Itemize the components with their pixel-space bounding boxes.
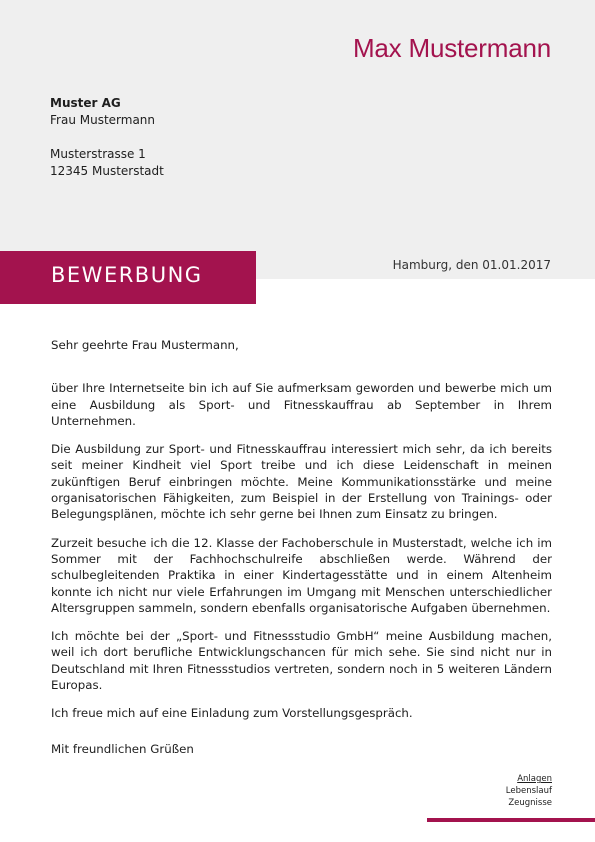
letter-body	[51, 337, 552, 769]
body-paragraph: über Ihre Internetseite bin ich auf Sie aufmerksam geworden und bewerbe mich um eine Ausbildung als Sport- und Fitnesskauffrau ab September in Ihrem Unternehmen.	[51, 381, 552, 428]
document-title: BEWERBUNG	[51, 263, 203, 287]
attachments-title: Anlagen	[517, 774, 552, 784]
recipient-address	[50, 95, 164, 180]
body-paragraph: Ich möchte bei der „Sport- und Fitnessstudio GmbH“ meine Ausbildung machen, weil ich dort berufliche Entwicklungschancen für mich sehe. Sie sind nicht nur in Deutschland mit Ihren Fitnessstudios vertreten, sondern noch in 5 weiteren Ländern Europas.	[51, 629, 552, 693]
body-paragraph: Zurzeit besuche ich die 12. Klasse der Fachoberschule in Musterstadt, welche ich im Sommer mit der Fachhochschulreife abschließen werde. Während der schulbegleitenden Praktika in einer Kindertagesstätte und in einem Altenheim konnte ich nicht nur viele Erfahrungen im Umgang mit Menschen unterschiedlicher Altersgruppen sammeln, sondern ebenfalls organisatorische Aufgaben übernehmen.	[51, 535, 552, 615]
attachment-item: Zeugnisse	[508, 798, 552, 808]
attachments-list	[506, 773, 552, 809]
attachment-item: Lebenslauf	[505, 786, 552, 796]
date-line: Hamburg, den 01.01.2017	[392, 258, 551, 272]
recipient-street: Musterstrasse 1	[50, 147, 146, 161]
recipient-city: 12345 Musterstadt	[50, 164, 164, 178]
address-spacer	[50, 129, 164, 146]
salutation: Sehr geehrte Frau Mustermann,	[51, 338, 239, 352]
recipient-contact: Frau Mustermann	[50, 113, 156, 127]
body-paragraph: Ich freue mich auf eine Einladung zum Vorstellungsgespräch.	[51, 706, 413, 721]
recipient-company: Muster AG	[50, 96, 121, 110]
footer-accent-bar	[427, 818, 595, 822]
sender-name: Max Mustermann	[352, 33, 551, 63]
body-paragraph: Die Ausbildung zur Sport- und Fitnesskauffrau interessiert mich sehr, da ich bereits seit meiner Kindheit viel Sport treibe und ich diese Leidenschaft in meinen zukünftigen Beruf einbringen möchte. Meine Kommunikationsstärke und meine organisatorischen Fähigkeiten, zum Beispiel in der Erstellung von Trainings- oder Belegungsplänen, möchte ich sehr gerne bei Ihnen zum Einsatz zu bringen.	[51, 442, 552, 522]
closing: Mit freundlichen Grüßen	[51, 741, 194, 756]
